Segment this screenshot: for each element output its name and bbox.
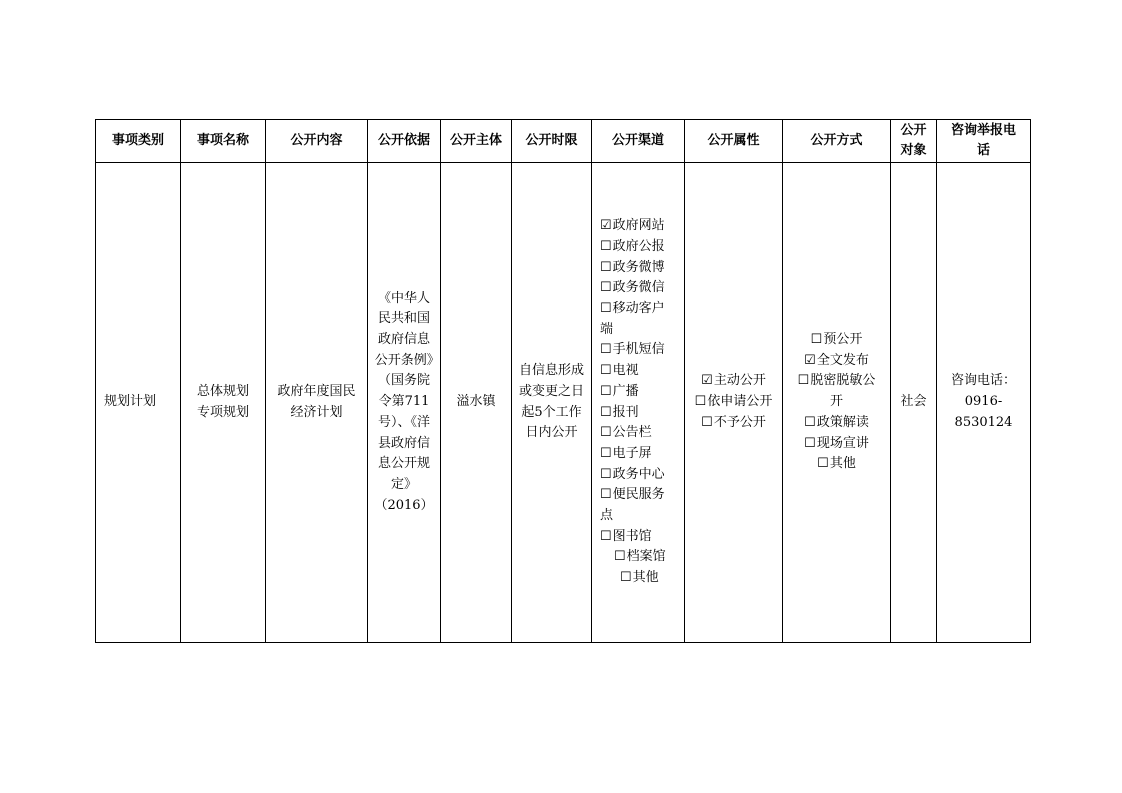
- channel-option-label: 图书馆: [612, 528, 652, 544]
- method-option-label: 现场宣讲: [816, 435, 869, 451]
- channel-option-label: 移动客户端: [600, 300, 665, 337]
- header-basis: 公开依据: [368, 120, 441, 163]
- unchecked-box-icon[interactable]: ☐: [600, 528, 612, 544]
- unchecked-box-icon[interactable]: ☐: [600, 404, 612, 420]
- channel-option-label: 公告栏: [612, 425, 652, 441]
- attribute-option-label: 不予公开: [713, 414, 766, 430]
- cell-content: [266, 163, 368, 643]
- method-option[interactable]: [797, 371, 876, 412]
- channel-option[interactable]: [600, 527, 668, 548]
- cell-method: [783, 163, 891, 643]
- unchecked-box-icon[interactable]: ☐: [600, 425, 612, 441]
- unchecked-box-icon[interactable]: ☐: [810, 332, 823, 348]
- cell-time-limit: [512, 163, 592, 643]
- channel-option-label: 政务微博: [612, 259, 665, 275]
- basis-text: 《中华人民共和国政府信息公开条例》（国务院令第711号）、《洋县政府信息公开规定》（2016）: [374, 290, 434, 513]
- channel-option-label: 手机短信: [612, 342, 665, 358]
- checked-box-icon[interactable]: ☑: [804, 352, 816, 368]
- channel-option[interactable]: [600, 423, 668, 444]
- checked-box-icon[interactable]: ☑: [600, 218, 612, 234]
- header-row: [96, 120, 1031, 163]
- unchecked-box-icon[interactable]: ☐: [600, 363, 612, 379]
- header-subject: 公开主体: [441, 120, 512, 163]
- channel-option[interactable]: [600, 340, 668, 361]
- unchecked-box-icon[interactable]: ☐: [600, 342, 612, 358]
- header-content: 公开内容: [266, 120, 368, 163]
- disclosure-table: [95, 119, 1031, 643]
- hotline-number: 0916-8530124: [954, 394, 1013, 430]
- attributes-list: [695, 371, 773, 433]
- channel-option[interactable]: [600, 403, 668, 424]
- attribute-option-label: 主动公开: [713, 373, 766, 389]
- audience-text: 社会: [900, 394, 927, 410]
- unchecked-box-icon[interactable]: ☐: [600, 466, 612, 482]
- unchecked-box-icon[interactable]: ☐: [620, 570, 632, 586]
- unchecked-box-icon[interactable]: ☐: [600, 300, 612, 316]
- unchecked-box-icon[interactable]: ☐: [600, 445, 612, 461]
- channel-option-label: 便民服务点: [600, 487, 665, 524]
- content-text: 政府年度国民经济计划: [277, 383, 356, 420]
- method-option-label: 全文发布: [816, 352, 869, 368]
- channel-option-label: 政府网站: [612, 218, 665, 234]
- checked-box-icon[interactable]: ☑: [701, 373, 713, 389]
- method-option-label: 预公开: [823, 332, 863, 348]
- unchecked-box-icon[interactable]: ☐: [701, 414, 713, 430]
- channel-option[interactable]: [600, 216, 668, 237]
- cell-channels: [592, 163, 685, 643]
- cell-hotline: [937, 163, 1031, 643]
- channel-option[interactable]: [600, 258, 668, 279]
- method-option-label: 政策解读: [816, 414, 869, 430]
- method-option[interactable]: [797, 434, 876, 455]
- cell-name: [181, 163, 266, 643]
- category-text: 规划计划: [104, 394, 157, 410]
- unchecked-box-icon[interactable]: ☐: [804, 435, 816, 451]
- unchecked-box-icon[interactable]: ☐: [600, 259, 612, 275]
- channel-option[interactable]: [600, 299, 668, 340]
- channel-option[interactable]: [600, 485, 668, 526]
- cell-subject: [441, 163, 512, 643]
- channel-option-label: 电视: [612, 363, 639, 379]
- attribute-option-label: 依申请公开: [707, 394, 773, 410]
- header-audience: 公开对象: [891, 120, 937, 163]
- channel-option[interactable]: [600, 465, 668, 486]
- attribute-option[interactable]: [695, 413, 773, 434]
- cell-attribute: [685, 163, 783, 643]
- subject-text: 溢水镇: [456, 394, 496, 410]
- unchecked-box-icon[interactable]: ☐: [600, 487, 612, 503]
- channel-option[interactable]: [600, 568, 668, 589]
- channel-option-label: 广播: [612, 383, 639, 399]
- channel-option-label: 报刊: [612, 404, 639, 420]
- header-name: 事项名称: [181, 120, 266, 163]
- channels-list: [600, 216, 668, 589]
- channel-option[interactable]: [600, 547, 668, 568]
- channel-option-label: 政务微信: [612, 280, 665, 296]
- method-option-label: 其他: [829, 456, 856, 472]
- time-limit-text: 自信息形成或变更之日起5个工作日内公开: [518, 363, 584, 441]
- unchecked-box-icon[interactable]: ☐: [694, 394, 707, 410]
- method-option[interactable]: [797, 413, 876, 434]
- table-row: [96, 163, 1031, 643]
- channel-option[interactable]: [600, 361, 668, 382]
- unchecked-box-icon[interactable]: ☐: [797, 373, 810, 389]
- unchecked-box-icon[interactable]: ☐: [804, 414, 816, 430]
- header-attribute: 公开属性: [685, 120, 783, 163]
- header-time-limit: 公开时限: [512, 120, 592, 163]
- channel-option[interactable]: [600, 278, 668, 299]
- channel-option[interactable]: [600, 237, 668, 258]
- cell-basis: [368, 163, 441, 643]
- unchecked-box-icon[interactable]: ☐: [614, 549, 626, 565]
- cell-category: [96, 163, 181, 643]
- header-hotline: 咨询举报电话: [937, 120, 1031, 163]
- attribute-option[interactable]: [695, 371, 773, 392]
- header-method: 公开方式: [783, 120, 891, 163]
- channel-option-label: 电子屏: [612, 445, 652, 461]
- unchecked-box-icon[interactable]: ☐: [600, 383, 612, 399]
- name-text: 总体规划专项规划: [196, 383, 249, 420]
- channel-option-label: 其他: [632, 570, 659, 586]
- methods-list: [797, 330, 876, 475]
- channel-option[interactable]: [600, 444, 668, 465]
- unchecked-box-icon[interactable]: ☐: [817, 456, 829, 472]
- channel-option-label: 政府公报: [612, 238, 665, 254]
- channel-option-label: 档案馆: [626, 549, 666, 565]
- header-channels: 公开渠道: [592, 120, 685, 163]
- method-option-label: 脱密脱敏公开: [810, 373, 876, 410]
- header-category: 事项类别: [96, 120, 181, 163]
- channel-option-label: 政务中心: [612, 466, 665, 482]
- method-option[interactable]: [797, 351, 876, 372]
- method-option[interactable]: [797, 454, 876, 475]
- unchecked-box-icon[interactable]: ☐: [600, 238, 612, 254]
- channel-option[interactable]: [600, 382, 668, 403]
- hotline-label: 咨询电话：: [950, 373, 1016, 389]
- unchecked-box-icon[interactable]: ☐: [600, 280, 612, 296]
- attribute-option[interactable]: [695, 392, 773, 413]
- method-option[interactable]: [797, 330, 876, 351]
- cell-audience: [891, 163, 937, 643]
